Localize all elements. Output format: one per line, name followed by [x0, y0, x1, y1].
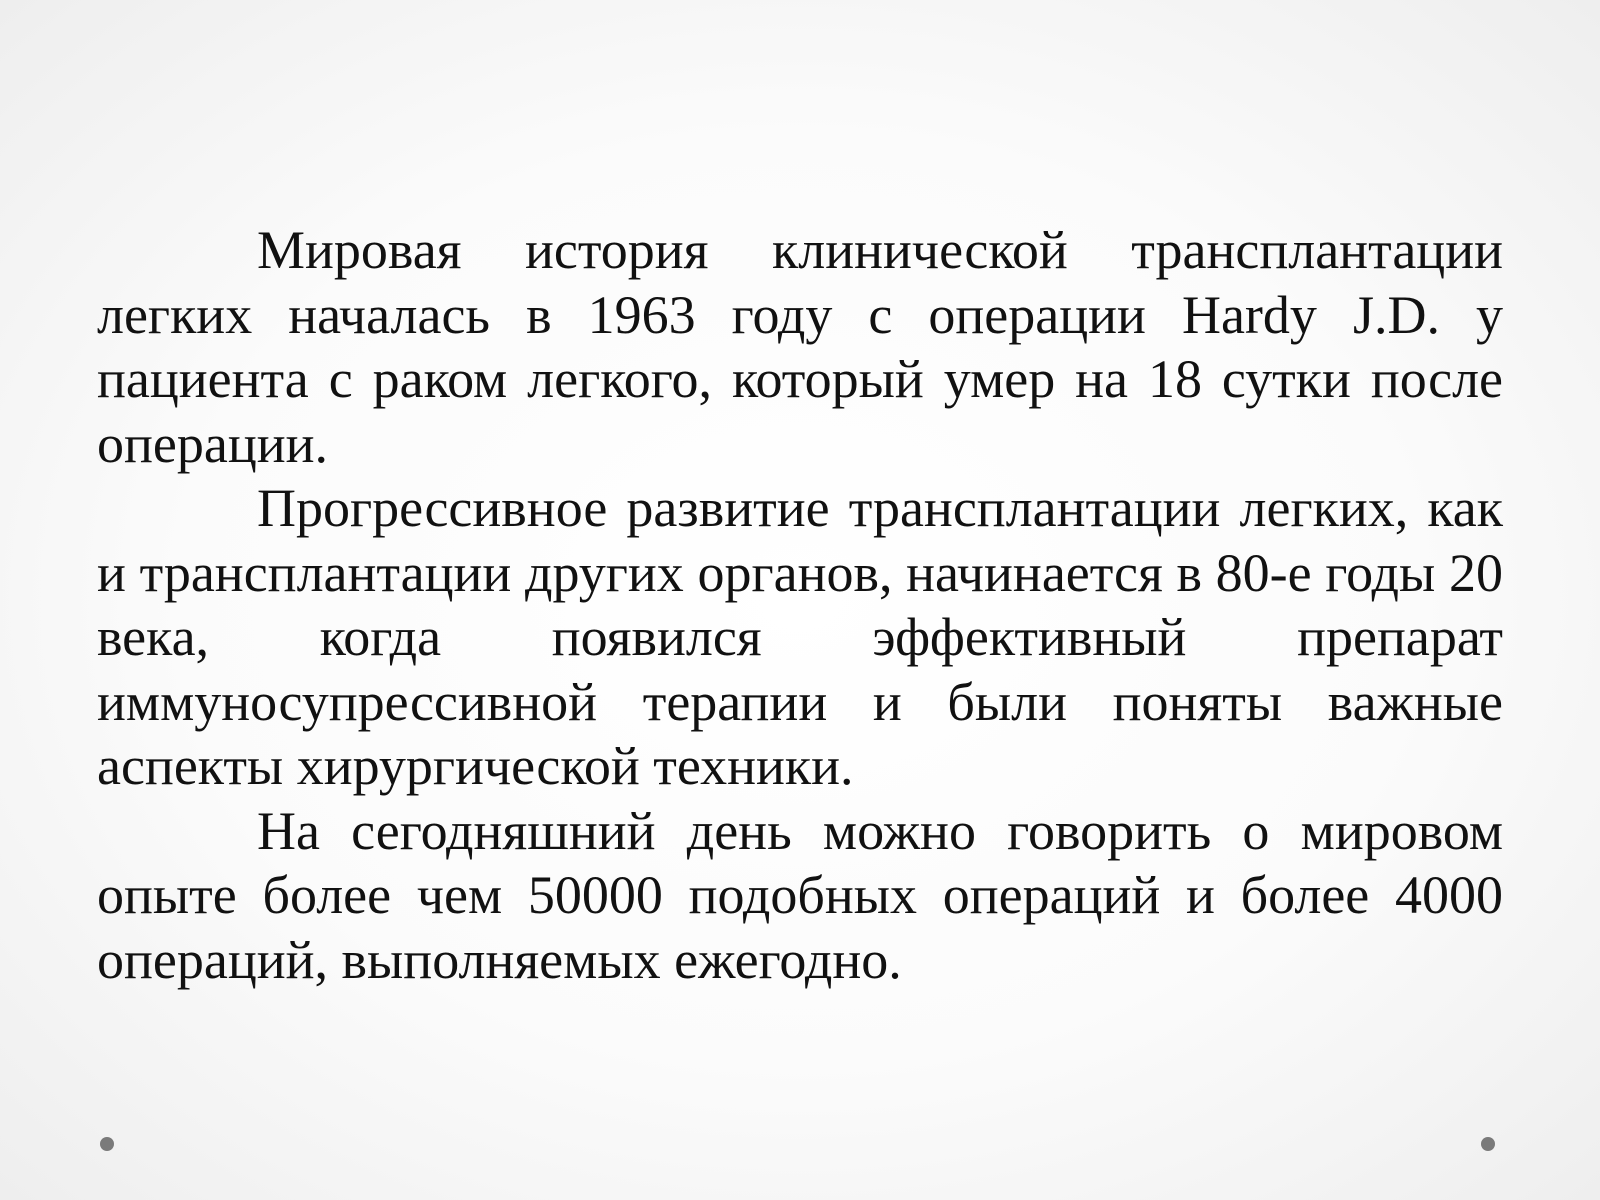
- paragraph-development: Прогрессивное развитие трансплантации легких, как и трансплантации других органов, начинается в 80-е годы 20 века, когда появился эффективный препарат иммуносупрессивной терапии и были поняты важные аспекты хирургической техники.: [97, 478, 1503, 796]
- paragraph-current-experience: На сегодняшний день можно говорить о мировом опыте более чем 50000 подобных операций и более 4000 операций, выполняемых ежегодно.: [97, 800, 1503, 990]
- slide-body-text: [97, 218, 1503, 992]
- decor-dot-left-icon: [100, 1137, 114, 1151]
- decor-dot-right-icon: [1481, 1137, 1495, 1151]
- paragraph-history: Мировая история клинической трансплантации легких началась в 1963 году с операции Hardy J.D. у пациента с раком легкого, который умер на 18 сутки после операции.: [97, 220, 1503, 474]
